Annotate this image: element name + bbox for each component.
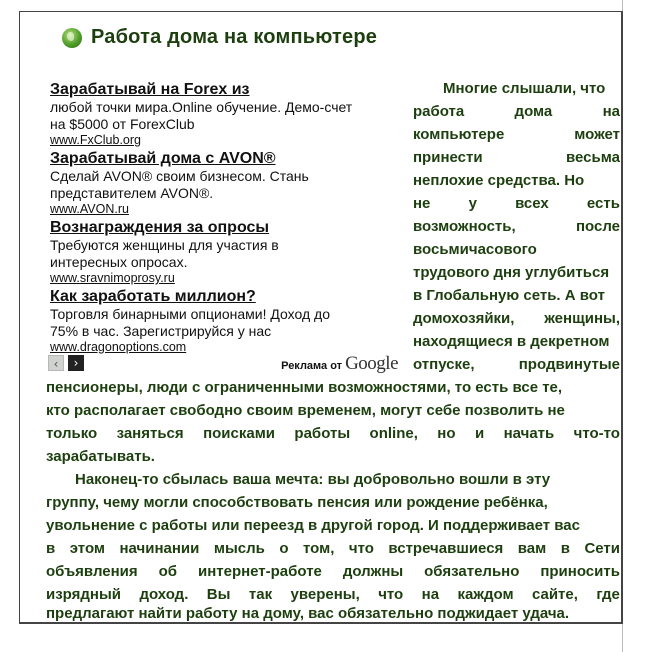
word: поисками xyxy=(203,425,276,442)
article-line: увольнение с работы или переезд в другой город. И поддерживает вас xyxy=(46,517,580,534)
word: но xyxy=(437,425,456,442)
word: не xyxy=(413,195,431,212)
article-line xyxy=(413,100,620,123)
ad-text-line: на $5000 от ForexClub xyxy=(50,116,195,132)
word: что-то xyxy=(573,425,620,442)
word: в xyxy=(46,540,56,557)
word: заняться xyxy=(116,425,184,442)
word: работы xyxy=(294,425,351,442)
ad-block xyxy=(50,80,395,356)
word: в xyxy=(560,540,570,557)
ad-item xyxy=(50,287,395,355)
word: компьютере xyxy=(413,126,505,143)
ad-url-link[interactable]: www.FxClub.org xyxy=(50,133,141,147)
article-line xyxy=(413,192,620,215)
word: есть xyxy=(586,195,620,212)
article-line xyxy=(46,560,620,583)
word: каждом xyxy=(457,586,514,603)
ad-url-link[interactable]: www.AVON.ru xyxy=(50,202,129,216)
ad-navigation xyxy=(48,355,400,373)
article-line xyxy=(413,146,620,169)
ad-url-link[interactable]: www.dragonoptions.com xyxy=(50,340,187,354)
article-line: неплохие средства. Но xyxy=(413,172,585,189)
word: изрядный xyxy=(46,586,122,603)
word: весьма xyxy=(566,149,620,166)
ad-item xyxy=(50,149,395,217)
ad-text-line: любой точки мира.Online обучение. Демо-счет xyxy=(50,99,353,115)
ad-text-line: Требуются женщины для участия в xyxy=(50,237,279,253)
word: должны xyxy=(342,563,404,580)
ad-next-button[interactable]: › xyxy=(68,355,84,371)
word: принести xyxy=(413,149,483,166)
word: начать xyxy=(503,425,555,442)
word: домохозяйки, xyxy=(413,310,515,327)
article-line: трудового дня углубиться xyxy=(413,264,610,281)
article-line: в Глобальную сеть. А вот xyxy=(413,287,605,304)
word: возможность, xyxy=(413,218,516,235)
ad-item xyxy=(50,80,395,148)
article-line: предлагают найти работу на дому, вас обязательно поджидает удача. xyxy=(46,605,570,622)
article-line xyxy=(413,123,620,146)
word: приносить xyxy=(540,563,620,580)
word: обязательно xyxy=(424,563,520,580)
ad-title-link[interactable]: Зарабатывай на Forex из xyxy=(50,81,250,98)
word: объявления xyxy=(46,563,138,580)
word: доход. xyxy=(139,586,189,603)
word: Вы xyxy=(206,586,231,603)
article-line: пенсионеры, люди с ограниченными возможностями, то есть все те, xyxy=(46,379,563,396)
word: вам xyxy=(517,540,547,557)
word: что xyxy=(348,540,374,557)
article-line: зарабатывать. xyxy=(46,448,155,465)
page-title: Работа дома на компьютере xyxy=(91,26,378,48)
word: online, xyxy=(369,425,418,442)
word: встречавшиеся xyxy=(388,540,504,557)
ad-text-line: интересных опросах. xyxy=(50,254,188,270)
word: всех xyxy=(515,195,549,212)
word: интернет-работе xyxy=(197,563,322,580)
ad-prev-button[interactable]: ‹ xyxy=(48,355,64,371)
article-line: находящиеся в декретном xyxy=(413,333,610,350)
word: у xyxy=(468,195,477,212)
article-line: кто располагает свободно своим временем, могут себе позволить не xyxy=(46,402,565,419)
word: мысль xyxy=(213,540,265,557)
article-line: группу, чему могли способствовать пенсия или рождение ребёнка, xyxy=(46,494,548,511)
article-line xyxy=(413,307,620,330)
word: что xyxy=(378,586,404,603)
google-logo: Google xyxy=(345,353,398,374)
ad-text-line: Сделай AVON® своим бизнесом. Стань xyxy=(50,168,309,184)
word: об xyxy=(158,563,178,580)
article-line xyxy=(46,537,620,560)
article-line xyxy=(46,422,620,445)
article-line: восьмичасового xyxy=(413,241,537,258)
word: где xyxy=(596,586,620,603)
ads-by-google-link[interactable] xyxy=(281,353,398,375)
site-logo-icon xyxy=(62,28,82,48)
word: женщины, xyxy=(544,310,620,327)
ad-text-line: представителем AVON®. xyxy=(50,185,214,201)
article-line: Многие слышали, что xyxy=(443,80,606,97)
article-line xyxy=(413,353,620,376)
ad-item xyxy=(50,218,395,286)
word: после xyxy=(575,218,620,235)
ad-url-link[interactable]: www.sravnimoprosy.ru xyxy=(50,271,175,285)
ad-title-link[interactable]: Зарабатывай дома с AVON® xyxy=(50,150,276,167)
article-line: Наконец-то сбылась ваша мечта: вы добровольно вошли в эту xyxy=(75,471,551,488)
ad-title-link[interactable]: Как заработать миллион? xyxy=(50,288,256,305)
word: о xyxy=(279,540,289,557)
word: этом xyxy=(69,540,106,557)
word: продвинутые xyxy=(518,356,620,373)
ads-by-label: Реклама от xyxy=(281,360,343,372)
word: отпуске, xyxy=(413,356,475,373)
word: на xyxy=(421,586,440,603)
word: уверены, xyxy=(290,586,360,603)
word: Сети xyxy=(584,540,620,557)
word: так xyxy=(248,586,273,603)
ad-title-link[interactable]: Вознаграждения за опросы xyxy=(50,219,270,236)
word: начинании xyxy=(119,540,200,557)
word: работа xyxy=(413,103,465,120)
ad-text-line: Торговля бинарными опционами! Доход до xyxy=(50,306,330,322)
page-header xyxy=(62,26,377,49)
word: может xyxy=(574,126,620,143)
word: и xyxy=(474,425,485,442)
ad-text-line: 75% в час. Зарегистрируйся у нас xyxy=(50,323,272,339)
article-line xyxy=(413,215,620,238)
word: на xyxy=(602,103,620,120)
word: дома xyxy=(514,103,553,120)
word: том, xyxy=(303,540,335,557)
word: только xyxy=(46,425,98,442)
word: сайте, xyxy=(531,586,578,603)
